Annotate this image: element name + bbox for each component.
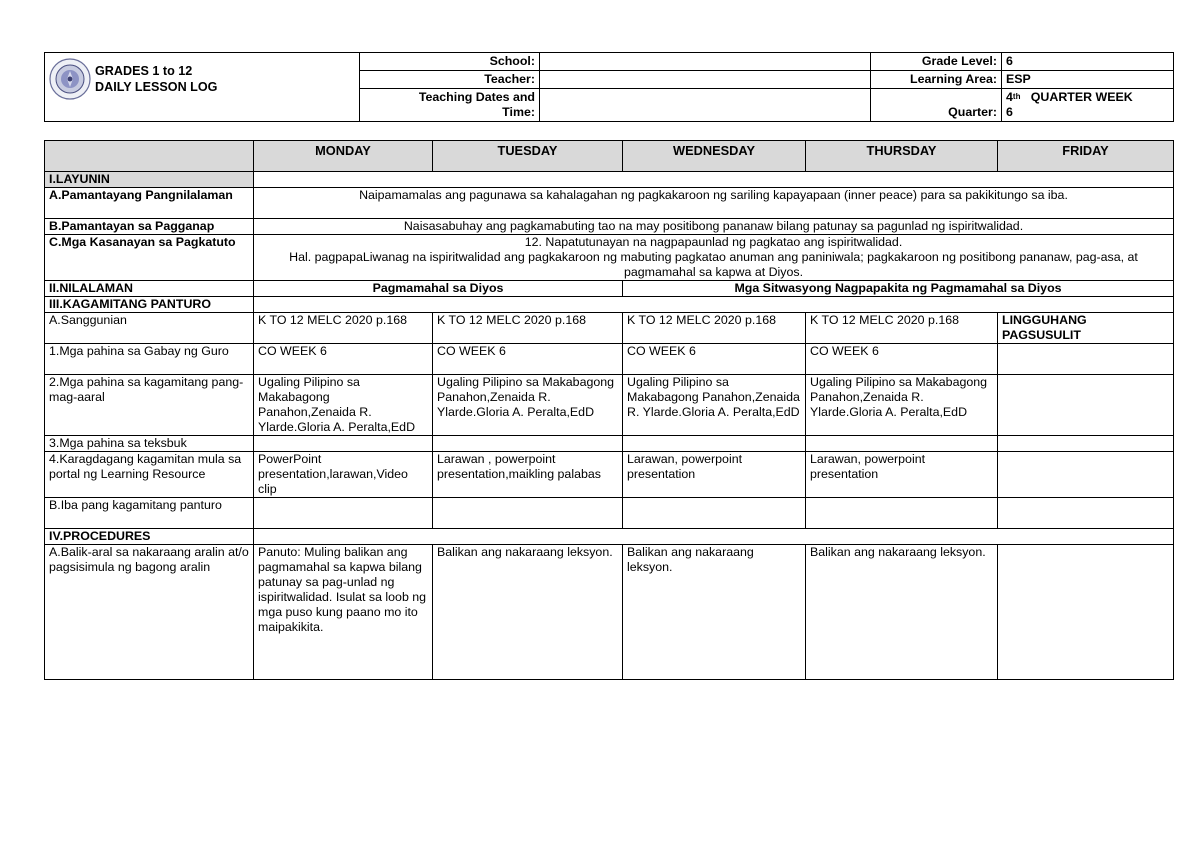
nilalaman-topic-left: Pagmamahal sa Diyos: [254, 281, 623, 297]
col-thursday: THURSDAY: [806, 141, 998, 172]
portal-thursday: Larawan, powerpoint presentation: [806, 452, 998, 498]
kasanayan-row: [45, 235, 1174, 281]
teksbuk-label: 3.Mga pahina sa teksbuk: [45, 436, 254, 452]
doc-title-line1: GRADES 1 to 12: [95, 64, 193, 78]
kasanayan-label: C.Mga Kasanayan sa Pagkatuto: [45, 235, 254, 281]
portal-friday: [998, 452, 1174, 498]
kasanayan-text-line1: 12. Napatutunayan na nagpapaunlad ng pagkatao ang ispiritwalidad.: [524, 235, 903, 249]
logo-cell: [45, 53, 360, 122]
portal-monday: PowerPoint presentation,larawan,Video clip: [254, 452, 433, 498]
procedures-blank: [254, 529, 1174, 545]
learning-area-label: Learning Area:: [871, 71, 1002, 89]
balik-aral-monday: Panuto: Muling balikan ang pagmamahal sa kapwa bilang patunay sa pag-unlad ng ispiritwalidad. Isulat sa loob ng mga puso kung paano mo ito maipakikita.: [254, 545, 433, 680]
sanggunian-row: [45, 313, 1174, 344]
procedures-heading: IV.PROCEDURES: [45, 529, 254, 545]
quarter-label: Quarter:: [871, 89, 1002, 122]
iba-kagamitan-friday: [998, 498, 1174, 529]
portal-label: 4.Karagdagang kagamitan mula sa portal ng Learning Resource: [45, 452, 254, 498]
portal-wednesday: Larawan, powerpoint presentation: [623, 452, 806, 498]
quarter-suffix: th: [1012, 92, 1021, 101]
nilalaman-row: [45, 281, 1174, 297]
iba-kagamitan-wednesday: [623, 498, 806, 529]
col-wednesday: WEDNESDAY: [623, 141, 806, 172]
kagamitang-magaaral-monday: Ugaling Pilipino sa Makabagong Panahon,Zenaida R. Ylarde.Gloria A. Peralta,EdD: [254, 375, 433, 436]
pamantayan-pagganap-row: [45, 219, 1174, 235]
col-monday: MONDAY: [254, 141, 433, 172]
balik-aral-row: [45, 545, 1174, 680]
teaching-dates-label-line1: Teaching Dates and: [418, 90, 535, 104]
lesson-log-table: [44, 140, 1174, 680]
teaching-dates-field[interactable]: [540, 89, 871, 122]
gabay-guro-row: [45, 344, 1174, 375]
nilalaman-topic-right: Mga Sitwasyong Nagpapakita ng Pagmamahal sa Diyos: [623, 281, 1174, 297]
quarter-week-text: QUARTER WEEK: [1030, 90, 1133, 104]
sanggunian-monday: K TO 12 MELC 2020 p.168: [254, 313, 433, 344]
balik-aral-friday: [998, 545, 1174, 680]
teksbuk-friday: [998, 436, 1174, 452]
col-tuesday: TUESDAY: [433, 141, 623, 172]
gabay-guro-thursday: CO WEEK 6: [806, 344, 998, 375]
corner-cell: [45, 141, 254, 172]
sanggunian-wednesday: K TO 12 MELC 2020 p.168: [623, 313, 806, 344]
pamantayan-pagganap-label: B.Pamantayan sa Pagganap: [45, 219, 254, 235]
teksbuk-tuesday: [433, 436, 623, 452]
teksbuk-thursday: [806, 436, 998, 452]
gabay-guro-label: 1.Mga pahina sa Gabay ng Guro: [45, 344, 254, 375]
grade-level-label: Grade Level:: [871, 53, 1002, 71]
header-table: [44, 52, 1174, 122]
nilalaman-heading: II.NILALAMAN: [45, 281, 254, 297]
quarter-number: 4: [1006, 90, 1013, 104]
learning-area-field[interactable]: ESP: [1002, 71, 1174, 89]
sanggunian-label: A.Sanggunian: [45, 313, 254, 344]
teacher-field[interactable]: [540, 71, 871, 89]
kagamitang-magaaral-thursday: Ugaling Pilipino sa Makabagong Panahon,Zenaida R. Ylarde.Gloria A. Peralta,EdD: [806, 375, 998, 436]
balik-aral-thursday: Balikan ang nakaraang leksyon.: [806, 545, 998, 680]
iba-kagamitan-row: [45, 498, 1174, 529]
sanggunian-friday: LINGGUHANG PAGSUSULIT: [998, 313, 1174, 344]
pamantayang-pangnilalaman-row: [45, 188, 1174, 219]
kasanayan-text-line2: Hal. pagpapaLiwanag na ispiritwalidad ang pagkakaroon ng mabuting pagkatao anuman ang paniniwala; pagkakaroon ng positibong pananaw, pag-asa, at pagmamahal sa kapwa at Diyos.: [289, 250, 1138, 279]
iba-kagamitan-thursday: [806, 498, 998, 529]
iba-kagamitan-tuesday: [433, 498, 623, 529]
layunin-blank: [254, 172, 1174, 188]
balik-aral-label: A.Balik-aral sa nakaraang aralin at/o pagsisimula ng bagong aralin: [45, 545, 254, 680]
teacher-label: Teacher:: [360, 71, 540, 89]
iba-kagamitan-label: B.Iba pang kagamitang panturo: [45, 498, 254, 529]
kagamitan-blank: [254, 297, 1174, 313]
pamantayan-pagganap-text: Naisasabuhay ang pagkamabuting tao na may positibong pananaw bilang patunay sa pagunlad ng ispiritwalidad.: [254, 219, 1174, 235]
balik-aral-wednesday: Balikan ang nakaraang leksyon.: [623, 545, 806, 680]
pamantayang-pangnilalaman-label: A.Pamantayang Pangnilalaman: [45, 188, 254, 219]
sanggunian-tuesday: K TO 12 MELC 2020 p.168: [433, 313, 623, 344]
gabay-guro-wednesday: CO WEEK 6: [623, 344, 806, 375]
gabay-guro-tuesday: CO WEEK 6: [433, 344, 623, 375]
kasanayan-text: [254, 235, 1174, 281]
section-layunin-heading: I.LAYUNIN: [45, 172, 254, 188]
portal-tuesday: Larawan , powerpoint presentation,maikling palabas: [433, 452, 623, 498]
quarter-week-number: 6: [1006, 105, 1013, 119]
deped-seal-icon: [49, 58, 91, 100]
kagamitang-magaaral-tuesday: Ugaling Pilipino sa Makabagong Panahon,Zenaida R. Ylarde.Gloria A. Peralta,EdD: [433, 375, 623, 436]
procedures-row: [45, 529, 1174, 545]
sanggunian-thursday: K TO 12 MELC 2020 p.168: [806, 313, 998, 344]
pamantayang-pangnilalaman-text: Naipamamalas ang pagunawa sa kahalagahan ng pagkakaroon ng sariling kapayapaan (inner peace) para sa pakikitungo sa iba.: [254, 188, 1174, 219]
school-label: School:: [360, 53, 540, 71]
quarter-field[interactable]: [1002, 89, 1174, 122]
school-field[interactable]: [540, 53, 871, 71]
balik-aral-tuesday: Balikan ang nakaraang leksyon.: [433, 545, 623, 680]
gabay-guro-friday: [998, 344, 1174, 375]
kagamitan-heading: III.KAGAMITANG PANTURO: [45, 297, 254, 313]
doc-title-line2: DAILY LESSON LOG: [95, 80, 218, 94]
teaching-dates-label-line2: Time:: [502, 105, 535, 119]
teaching-dates-label: [360, 89, 540, 122]
col-friday: FRIDAY: [998, 141, 1174, 172]
section-layunin-row: [45, 172, 1174, 188]
kagamitang-magaaral-friday: [998, 375, 1174, 436]
kagamitang-magaaral-row: [45, 375, 1174, 436]
iba-kagamitan-monday: [254, 498, 433, 529]
gabay-guro-monday: CO WEEK 6: [254, 344, 433, 375]
kagamitang-magaaral-wednesday: Ugaling Pilipino sa Makabagong Panahon,Zenaida R. Ylarde.Gloria A. Peralta,EdD: [623, 375, 806, 436]
kagamitang-magaaral-label: 2.Mga pahina sa kagamitang pang-mag-aaral: [45, 375, 254, 436]
teksbuk-row: [45, 436, 1174, 452]
teksbuk-monday: [254, 436, 433, 452]
kagamitan-row: [45, 297, 1174, 313]
grade-level-field[interactable]: 6: [1002, 53, 1174, 71]
portal-row: [45, 452, 1174, 498]
teksbuk-wednesday: [623, 436, 806, 452]
